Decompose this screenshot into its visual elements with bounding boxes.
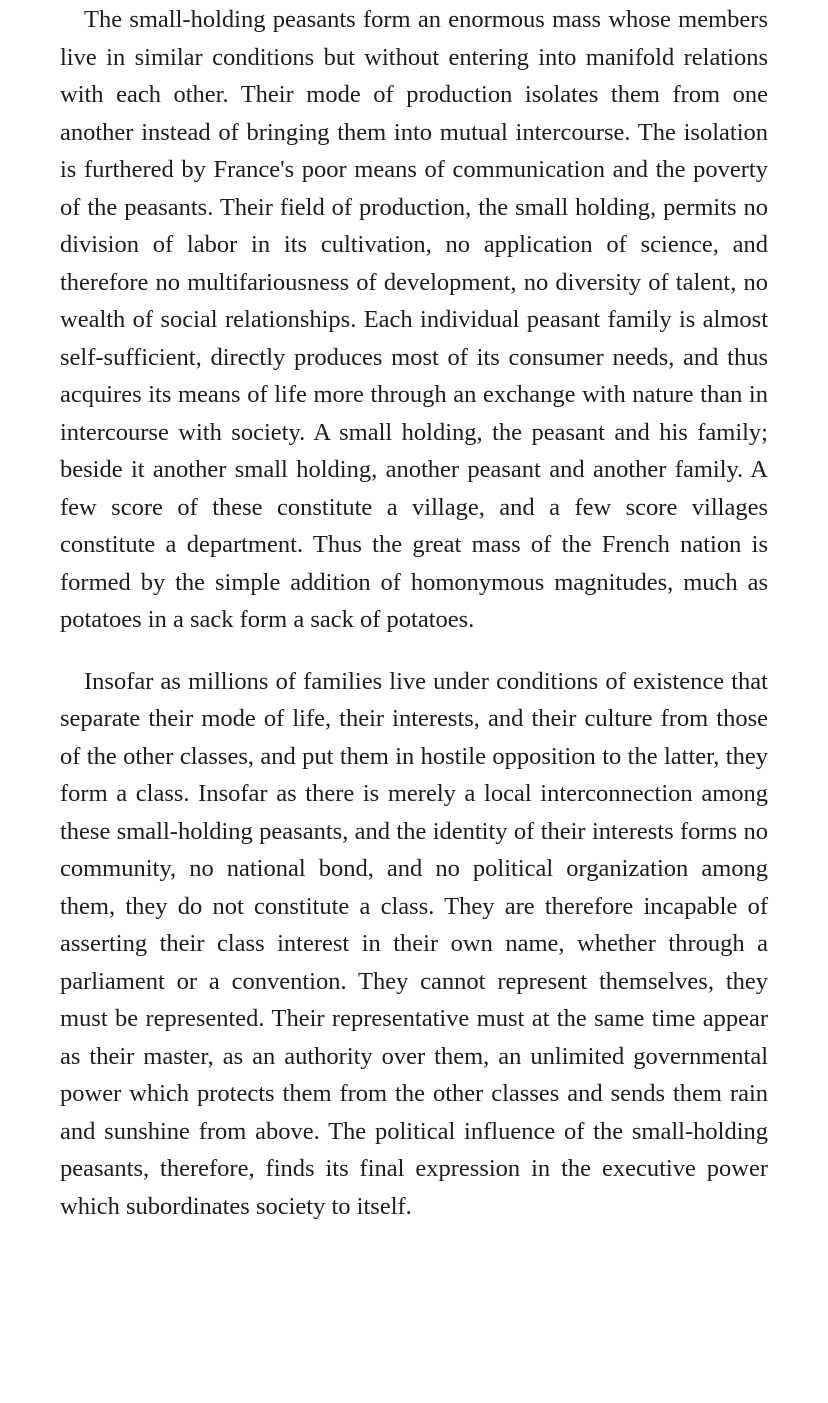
paragraph-1: The small-holding peasants form an enormous mass whose members live in similar conditions but without entering into manifold relations with each other. Their mode of production isolates them from one another instead of bringing them into mutual intercourse. The isolation is furthered by France's poor means of communication and the poverty of the peasants. Their field of production, the small holding, permits no division of labor in its cultivation, no application of science, and therefore no multifariousness of development, no diversity of talent, no wealth of social relationships. Each individual peasant family is almost self-sufficient, directly produces most of its consumer needs, and thus acquires its means of life more through an exchange with nature than in intercourse with society. A small holding, the peasant and his family; beside it another small holding, another peasant and another family. A few score of these constitute a village, and a few score villages constitute a department. Thus the great mass of the French nation is formed by the simple addition of homonymous magnitudes, much as potatoes in a sack form a sack of potatoes. — [60, 6, 768, 633]
paragraph-2: Insofar as millions of families live under conditions of existence that separate their mode of life, their interests, and their culture from those of the other classes, and put them in hostile opposition to the latter, they form a class. Insofar as there is merely a local interconnection among these small-holding peasants, and the identity of their interests forms no community, no national bond, and no political organization among them, they do not constitute a class. They are therefore incapable of asserting their class interest in their own name, whether through a parliament or a convention. They cannot represent themselves, they must be represented. Their representative must at the same time appear as their master, as an authority over them, an unlimited governmental power which protects them from the other classes and sends them rain and sunshine from above. The political influence of the small-holding peasants, therefore, finds its final expression in the executive power which subordinates society to itself. — [60, 667, 768, 1220]
reader-page — [60, 1, 768, 1249]
